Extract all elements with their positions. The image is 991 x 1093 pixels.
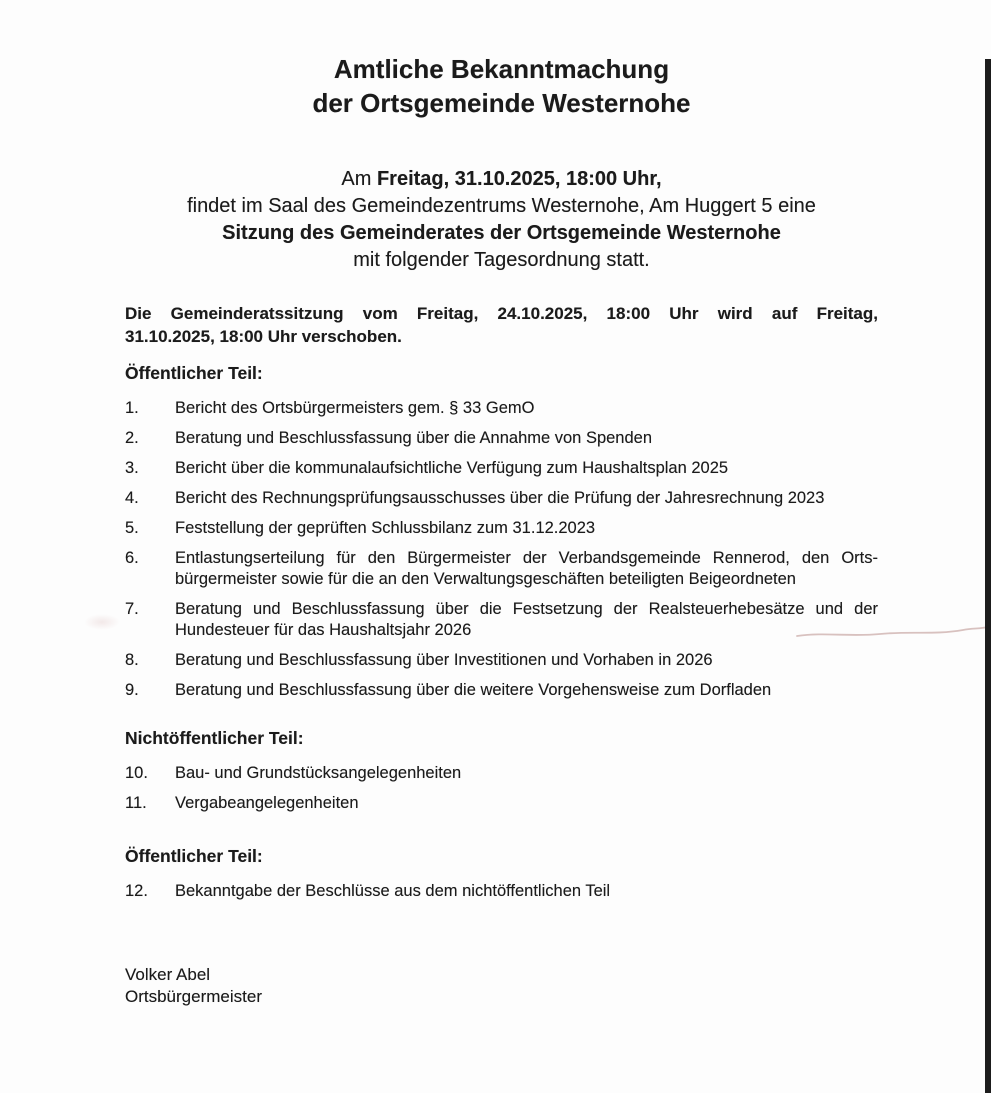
agenda-item-number: 4.: [125, 489, 139, 507]
meeting-location-line: findet im Saal des Gemeindezentrums Westernohe, Am Huggert 5 eine: [187, 195, 816, 217]
agenda-item-number: 1.: [125, 399, 139, 417]
meeting-datetime: Freitag, 31.10.2025, 18:00 Uhr,: [376, 168, 662, 190]
agenda-item: [125, 428, 878, 449]
agenda-item: [125, 650, 878, 671]
reschedule-notice: Die Gemeinderatssitzung vom Freitag, 24.10.2025, 18:00 Uhr wird auf Freitag, 31.10.2025, 18:00 Uhr verschoben.: [125, 304, 878, 346]
agenda-item-text: Bau- und Grundstücksangelegenheiten: [175, 764, 462, 782]
agenda-item: [125, 488, 878, 509]
meeting-type-line: Sitzung des Gemeinderates der Ortsgemeinde Westernohe: [222, 222, 781, 244]
agenda-item-number: 8.: [125, 651, 139, 669]
section-heading-nonpublic: Nichtöffentlicher Teil:: [125, 728, 304, 748]
scan-edge-shadow: [985, 59, 991, 1093]
signature-block: [125, 964, 878, 1008]
agenda-item-text: Bekanntgabe der Beschlüsse aus dem nichtöffentlichen Teil: [175, 882, 611, 900]
section-heading-public-2: Öffentlicher Teil:: [125, 846, 263, 866]
agenda-item-number: 7.: [125, 600, 139, 618]
meeting-agenda-note: mit folgender Tagesordnung statt.: [353, 249, 650, 271]
meeting-intro: [125, 166, 878, 274]
agenda-item-number: 5.: [125, 519, 139, 537]
agenda-item: [125, 398, 878, 419]
agenda-item-text: Beratung und Beschlussfassung über die Annahme von Spenden: [175, 429, 653, 447]
signer-title: Ortsbürgermeister: [125, 987, 262, 1006]
scan-artifact-line: [795, 618, 991, 644]
scan-smudge: [84, 614, 120, 630]
agenda-item-text: Bericht des Ortsbürgermeisters gem. § 33 GemO: [175, 399, 535, 417]
agenda-item-number: 12.: [125, 882, 148, 900]
agenda-item: [125, 793, 878, 814]
agenda-item: [125, 458, 878, 479]
agenda-item-text: Entlastungserteilung für den Bürgermeister der Verbandsgemeinde Rennerod, den Orts- bürgermeister sowie für die an den Verwaltungsgeschäften beteiligten Beigeordneten: [175, 549, 878, 588]
agenda-item-number: 3.: [125, 459, 139, 477]
agenda-item-number: 6.: [125, 549, 139, 567]
agenda-item-number: 10.: [125, 764, 148, 782]
agenda-item: [125, 763, 878, 784]
scanned-document: [0, 52, 991, 1093]
agenda-item: [125, 680, 878, 701]
agenda-item-number: 2.: [125, 429, 139, 447]
agenda-item-text: Beratung und Beschlussfassung über Investitionen und Vorhaben in 2026: [175, 651, 713, 669]
agenda-item-number: 11.: [125, 794, 147, 812]
agenda-item-text: Feststellung der geprüften Schlussbilanz zum 31.12.2023: [175, 519, 596, 537]
agenda-item-number: 9.: [125, 681, 139, 699]
signer-name: Volker Abel: [125, 965, 211, 984]
page-title-line-2: der Ortsgemeinde Westernohe: [312, 88, 691, 118]
agenda-item: [125, 881, 878, 902]
agenda-item-text: Beratung und Beschlussfassung über die weitere Vorgehensweise zum Dorfladen: [175, 681, 772, 699]
page-title: [125, 52, 878, 120]
agenda-item: [125, 599, 878, 641]
agenda-item: [125, 548, 878, 590]
agenda-list-nonpublic: [125, 763, 878, 814]
agenda-item-text: Bericht des Rechnungsprüfungsausschusses über die Prüfung der Jahresrechnung 2023: [175, 489, 825, 507]
agenda-item-text: Bericht über die kommunalaufsichtliche Verfügung zum Haushaltsplan 2025: [175, 459, 729, 477]
agenda-item-text: Vergabeangelegenheiten: [175, 794, 359, 812]
page-title-line-1: Amtliche Bekanntmachung: [333, 54, 670, 84]
agenda-item: [125, 518, 878, 539]
agenda-item-text: Beratung und Beschlussfassung über die Festsetzung der Realsteuerhebesätze und der Hundesteuer für das Haushaltsjahr 2026: [175, 600, 878, 639]
agenda-list-public-2: [125, 881, 878, 902]
section-heading-public-1: Öffentlicher Teil:: [125, 363, 263, 383]
agenda-list-public-1: [125, 398, 878, 701]
meeting-date-line: Am Freitag, 31.10.2025, 18:00 Uhr,: [341, 168, 662, 190]
